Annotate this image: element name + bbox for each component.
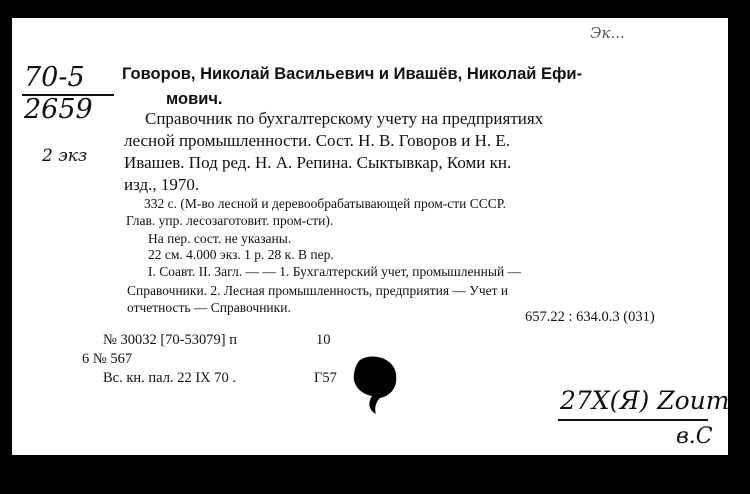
ink-blot <box>350 354 402 416</box>
note-line1: На пер. сост. не указаны. <box>148 231 292 246</box>
record-number: № 30032 [70-53079] п <box>103 332 237 348</box>
shelfmark-bottom: 2659 <box>24 94 93 125</box>
author-code: Г57 <box>314 370 337 386</box>
chamber-date: Вс. кн. пал. 22 IX 70 . <box>103 370 237 386</box>
footer-line2: 6 № 567 <box>82 351 133 367</box>
title-line3: Ивашев. Под ред. Н. А. Репина. Сыктывкар, Коми кн. <box>124 153 512 172</box>
collation-line2: Глав. упр. лесозаготовит. пром-сти). <box>126 213 334 228</box>
signature: 27Х(Я) Zoum <box>560 386 730 415</box>
title-line4: изд., 1970. <box>124 175 200 194</box>
tracing-line1: I. Соавт. II. Загл. — — 1. Бухгалтерский учет, промышленный — <box>148 264 522 279</box>
tracing-line3: отчетность — Справочники. <box>127 300 291 315</box>
initials: в.С <box>676 424 713 449</box>
tracing-line2: Справочники. 2. Лесная промышленность, предприятия — Учет и <box>127 283 509 298</box>
shelfmark-top: 70-5 <box>24 62 85 93</box>
catalog-card <box>12 18 728 455</box>
author-heading-line1: Говоров, Николай Васильевич и Ивашёв, Николай Ефи- <box>122 65 583 83</box>
title-line1: Справочник по бухгалтерскому учету на предприятиях <box>145 109 544 128</box>
note-line2: 22 см. 4.000 экз. 1 р. 28 к. В пер. <box>148 247 334 262</box>
record-number-right: 10 <box>316 332 331 348</box>
classification-index: 657.22 : 634.0.3 (031) <box>525 309 655 325</box>
copies-note: 2 экз <box>42 146 88 166</box>
corner-mark: Эк... <box>590 24 625 42</box>
title-line2: лесной промышленности. Сост. Н. В. Говоров и Н. Е. <box>124 131 511 150</box>
signature-underline <box>558 419 708 421</box>
collation-line1: 332 с. (М-во лесной и деревообрабатывающей пром-сти СССР. <box>144 196 506 211</box>
author-heading-line2: мович. <box>166 90 223 108</box>
